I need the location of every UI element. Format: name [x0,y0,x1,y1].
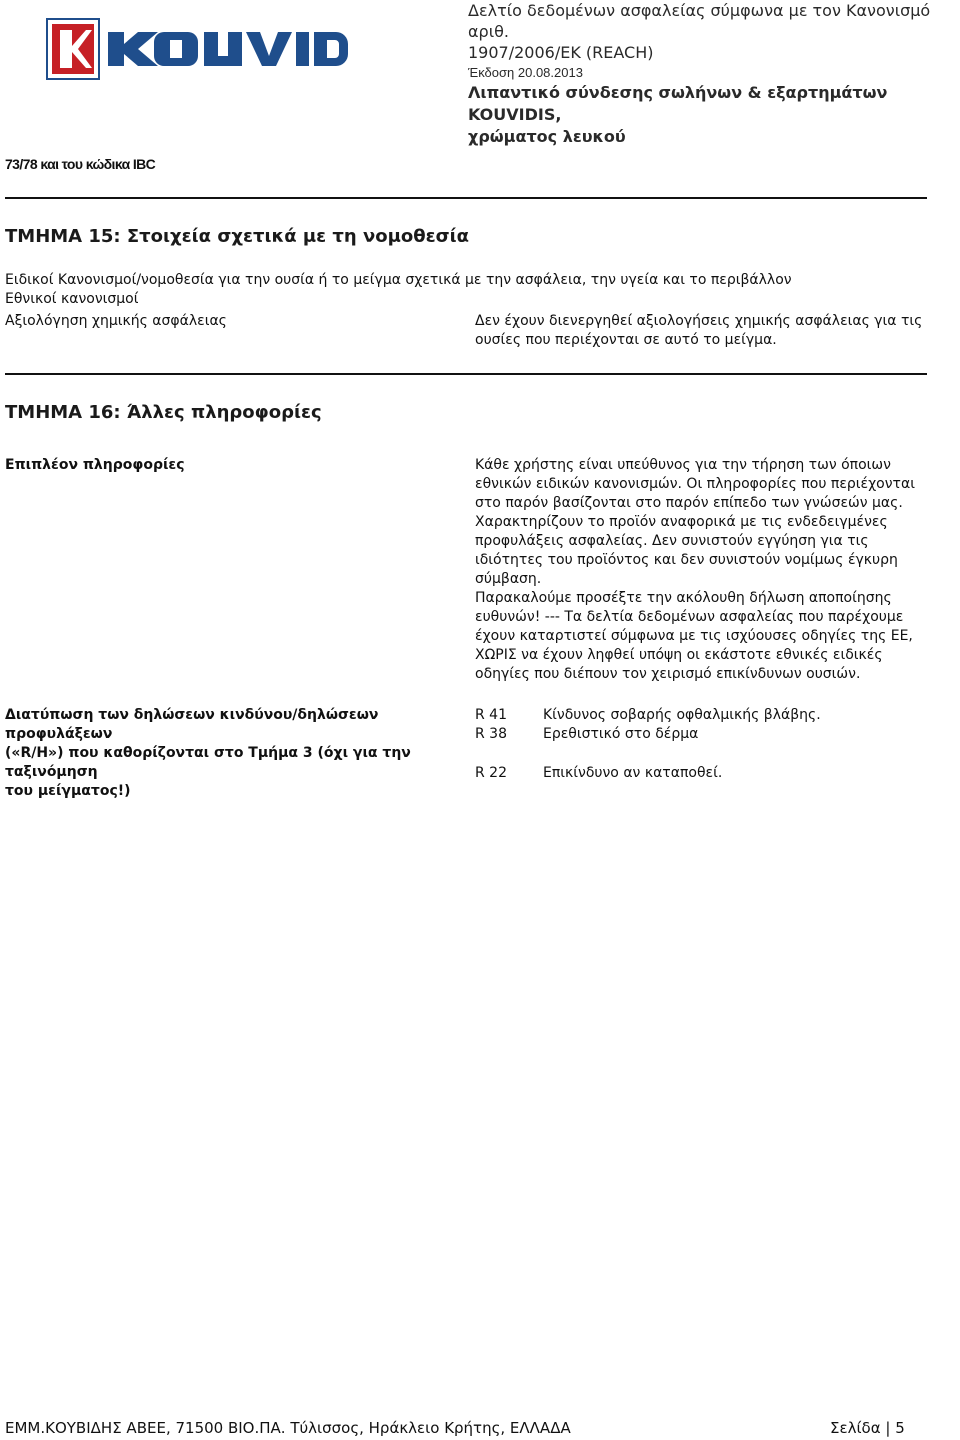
document-header [468,0,958,148]
csa-label: Αξιολόγηση χημικής ασφάλειας [5,313,227,329]
issue-date: Έκδοση 20.08.2013 [468,65,583,80]
section15-title: ΤΜΗΜΑ 15: Στοιχεία σχετικά με τη νομοθεσία [5,226,470,247]
phrase-text: Κίνδυνος σοβαρής οφθαλμικής βλάβης. [543,707,821,723]
info-line: προφυλάξεις ασφαλείας. Δεν συνιστούν εγγύηση για τις [475,533,869,549]
section15-line1: Ειδικοί Κανονισμοί/νομοθεσία για την ουσία ή το μείγμα σχετικά με την ασφάλεια, την υγεία και το περιβάλλον [5,272,792,288]
csa-value [475,312,925,350]
info-line: εθνικών ειδικών κανονισμών. Οι πληροφορίες που περιέχονται [475,476,915,492]
phrase-code: R 22 [475,765,507,781]
company-logo [46,18,364,82]
info-line: ευθυνών! --- Τα δελτία δεδομένων ασφαλείας που παρέχουμε [475,609,904,625]
section16-title: ΤΜΗΜΑ 16: Άλλες πληροφορίες [5,402,322,423]
info-line: ιδιότητες του προϊόντος και δεν συνιστούν νομίμως έγκυρη [475,552,898,568]
phrase-text: Ερεθιστικό στο δέρμα [543,726,699,742]
rh-label-line1: Διατύπωση των δηλώσεων κινδύνου/δηλώσεων προφυλάξεων [5,707,379,742]
info-line: Παρακαλούμε προσέξτε την ακόλουθη δήλωση αποποίησης [475,590,892,606]
info-line: Κάθε χρήστης είναι υπεύθυνος για την τήρηση των όποιων [475,457,891,473]
product-name-line2: χρώματος λευκού [468,127,626,146]
info-line: σύμβαση. [475,571,542,587]
header-title-line1: Δελτίο δεδομένων ασφαλείας σύμφωνα με τον Κανονισμό αριθ. [468,1,931,41]
info-line: έχουν καταρτιστεί σύμφωνα με τις ισχύουσες οδηγίες της ΕΕ, [475,628,913,644]
continuation-text: 73/78 και του κώδικα IBC [5,156,156,172]
page-number: Σελίδα | 5 [830,1419,905,1437]
phrase-text: Επικίνδυνο αν καταποθεί. [543,765,723,781]
rh-label-line2: («R/H») που καθορίζονται στο Τμήμα 3 (όχι για την ταξινόμηση [5,745,411,780]
product-name-line1: Λιπαντικό σύνδεσης σωλήνων & εξαρτημάτων KOUVIDIS, [468,83,888,124]
info-line: ΧΩΡΙΣ να έχουν ληφθεί υπόψη οι εκάστοτε εθνικές ειδικές [475,647,883,663]
info-line: οδηγίες που διέπουν τον χειρισμό επικίνδυνων ουσιών. [475,666,861,682]
csa-value-line2: ουσίες που περιέχονται σε αυτό το μείγμα. [475,332,777,348]
info-line: στο παρόν βασίζονται στο παρόν επίπεδο των γνώσεών μας. [475,495,903,511]
csa-value-line1: Δεν έχουν διενεργηθεί αξιολογήσεις χημικής ασφάλειας για τις [475,313,923,329]
section-divider [5,373,927,375]
additional-info-text [475,456,925,684]
rh-label-line3: του μείγματος!) [5,783,131,799]
section15-line2: Εθνικοί κανονισμοί [5,291,139,307]
rh-phrases-label [5,706,465,801]
phrase-code: R 41 [475,707,507,723]
phrase-code: R 38 [475,726,507,742]
additional-info-label: Επιπλέον πληροφορίες [5,457,185,473]
footer-company: ΕΜΜ.ΚΟΥΒΙΔΗΣ ΑΒΕΕ, 71500 ΒΙΟ.ΠΑ. Τύλισσος, Ηράκλειο Κρήτης, ΕΛΛΑΔΑ [5,1419,571,1437]
header-title-line2: 1907/2006/ΕΚ (REACH) [468,43,654,62]
section-divider [5,197,927,199]
info-line: Χαρακτηρίζουν το προϊόν αναφορικά με τις ενδεδειγμένες [475,514,888,530]
